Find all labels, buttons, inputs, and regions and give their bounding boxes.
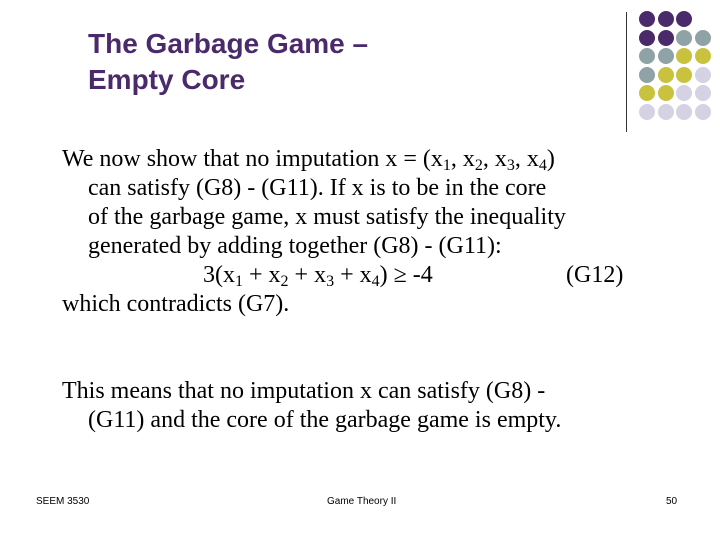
text-run: + x [243,262,281,288]
text-run: 3(x [203,262,235,288]
text-run: + x [288,262,327,288]
subscript: 4 [538,157,547,174]
decorative-dot [676,30,692,46]
decorative-dot [695,48,711,64]
subscript: 2 [280,273,289,290]
decorative-dot [676,67,692,83]
slide-title-line-1: The Garbage Game – [88,28,369,59]
text-run: of the garbage game, x must satisfy the inequality [88,204,566,230]
text-run: ) [546,146,555,172]
subscript: 4 [371,273,380,290]
decorative-dot [695,30,711,46]
decorative-dot [658,104,674,120]
decorative-dot [639,85,655,101]
text-run: + x [334,262,372,288]
decorative-dot [658,85,674,101]
subscript: 2 [474,157,483,174]
text-run: (G11) and the core of the garbage game is empty. [88,407,562,433]
decorative-dot [695,85,711,101]
text-run: We now show that no imputation x = (x [62,146,443,172]
text-run: can satisfy (G8) - (G11). If x is to be in the core [88,175,547,201]
paragraph-contradiction: which contradicts (G7). [62,291,290,317]
decorative-dot [658,30,674,46]
decorative-dot [639,11,655,27]
decorative-dot [639,48,655,64]
decorative-dot [639,30,655,46]
slide-title-line-2: Empty Core [88,64,246,95]
equation-expression [203,261,433,290]
paragraph-imputation [62,145,702,261]
text-run: , x [450,146,475,172]
text-run: This means that no imputation x can satisfy (G8) - [62,378,546,404]
decorative-dot [676,11,692,27]
decorative-dot [639,67,655,83]
footer-course-code: SEEM 3530 [36,496,90,507]
slide-title [88,26,368,98]
decorative-dot [658,11,674,27]
text-run: ) ≥ -4 [379,262,433,288]
paragraph-conclusion [62,377,702,435]
subscript: 3 [506,157,515,174]
subscript: 3 [326,273,335,290]
text-run: , x [514,146,539,172]
decorative-dot [658,67,674,83]
decorative-dot [695,67,711,83]
spacer [62,319,702,377]
text-run: , x [482,146,507,172]
footer-page-number: 50 [666,496,678,507]
slide-body [62,145,702,435]
subscript: 1 [235,273,243,290]
decorative-dot [658,48,674,64]
decorative-dot [676,85,692,101]
equation-tag: (G12) [566,262,624,288]
decorative-dot [695,104,711,120]
decorative-divider [626,12,627,132]
decorative-dot [676,104,692,120]
subscript: 1 [442,157,451,174]
footer-lecture-title: Game Theory II [327,496,397,507]
text-run: generated by adding together (G8) - (G11): [88,233,502,259]
decorative-dot [639,104,655,120]
decorative-dot [676,48,692,64]
equation-g12 [62,261,702,290]
